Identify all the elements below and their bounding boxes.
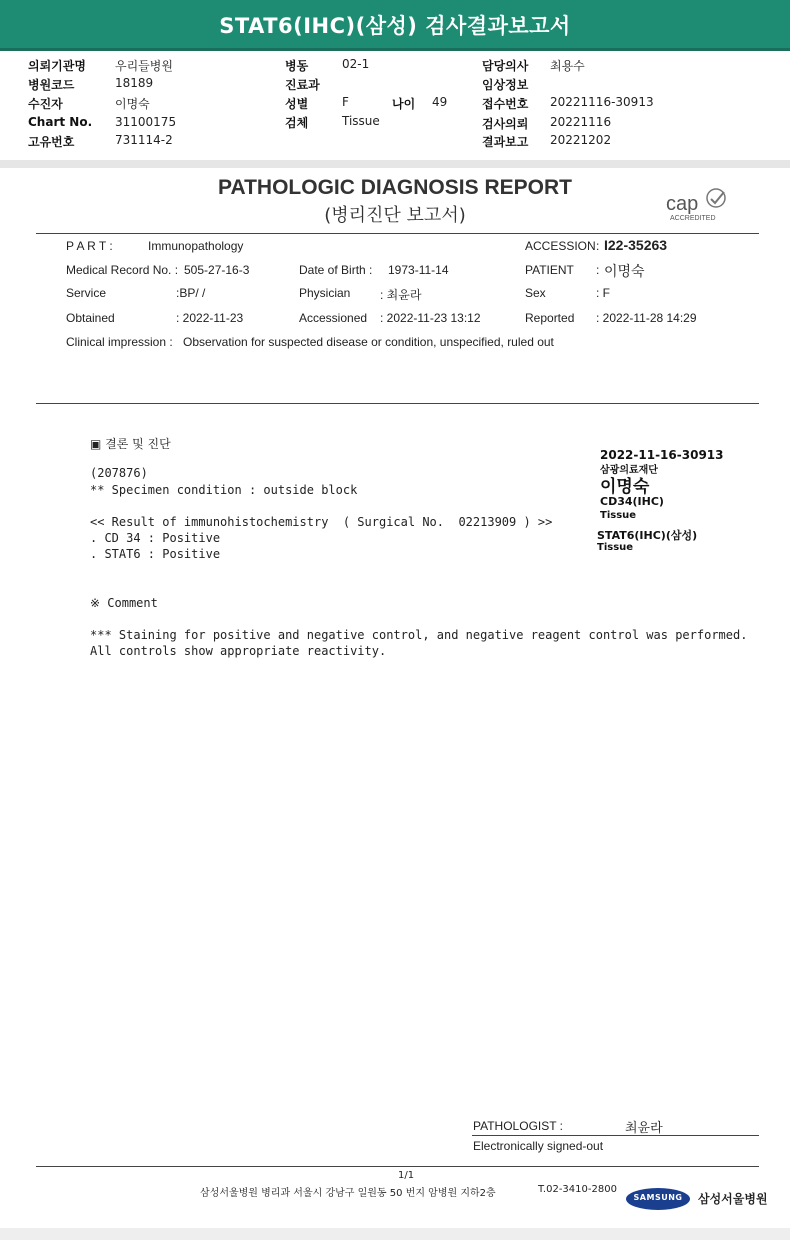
part-label: P A R T : [66,239,113,253]
sex-meta-label: Sex [525,286,546,300]
reported-value: : 2022-11-28 14:29 [596,311,697,325]
page-title: STAT6(IHC)(삼성) 검사결과보고서 [219,14,571,38]
signature-rule [472,1135,759,1136]
dob-label: Date of Birth : [299,263,373,277]
unique-value: 731114-2 [115,133,173,147]
sex-label: 성별 [285,97,309,111]
cap-accredited-logo [664,186,744,226]
code-value: 18189 [115,76,154,90]
age-label: 나이 [392,97,416,111]
footer-phone: T.02-3410-2800 [538,1184,617,1195]
patient-meta-label: PATIENT [525,263,574,277]
signed-out-text: Electronically signed-out [473,1139,604,1153]
patient-meta-value: 이명숙 [604,263,645,279]
samsung-logo [626,1188,690,1210]
receipt-label: 접수번호 [482,97,529,111]
doctor-label: 담당의사 [482,59,529,73]
hospital-label: 의뢰기관명 [28,59,86,73]
accessioned-label: Accessioned [299,311,368,325]
cap-accredited-text: ACCREDITED [670,215,716,222]
ward-label: 병동 [285,59,309,73]
obtained-value: : 2022-11-23 [176,311,244,325]
comment-line-1: *** Staining for positive and negative control, and negative reagent control was performed. [90,628,748,642]
code-label: 병원코드 [28,78,75,92]
accessioned-value: : 2022-11-23 13:12 [380,311,481,325]
result-value: 20221202 [550,133,612,147]
specimen-number: (207876) [90,466,148,480]
stamp-number: 2022-11-16-30913 [600,448,724,462]
patient-label: 수진자 [28,97,63,111]
service-label: Service [66,286,107,300]
stamp-specimen-1: Tissue [600,510,637,521]
clinical-label: 임상정보 [482,78,529,92]
header-separator [0,160,790,168]
cd34-result: . CD 34 : Positive [90,531,221,545]
chart-value: 31100175 [115,115,177,129]
physician-label: Physician [299,286,351,300]
section-title: ▣ 결론 및 진단 [90,437,171,451]
service-value: :BP/ / [176,286,206,300]
result-label: 결과보고 [482,135,529,149]
page-number: 1/1 [398,1170,415,1181]
obtained-label: Obtained [66,311,115,325]
age-value: 49 [432,95,448,109]
comment-title: ※ Comment [90,596,158,610]
request-value: 20221116 [550,115,612,129]
ward-value: 02-1 [342,57,370,71]
chart-label: Chart No. [28,115,93,129]
pathologist-name: 최윤라 [625,1120,663,1135]
top-rule [36,233,759,234]
request-label: 검사의뢰 [482,117,529,131]
mrn-value: 505-27-16-3 [184,263,250,277]
hospital-value: 우리들병원 [115,59,173,73]
doctor-value: 최용수 [550,59,585,73]
dob-value: 1973-11-14 [388,263,449,277]
samsung-logo-text: SAMSUNG [633,1193,683,1202]
footer-address: 삼성서울병원 병리과 서울시 강남구 일원동 50 번지 암병원 지하2층 [200,1188,496,1199]
mid-rule [36,403,759,404]
footer-hospital-name: 삼성서울병원 [698,1192,768,1206]
report-title-en: PATHOLOGIC DIAGNOSIS REPORT [218,176,572,199]
specimen-label: 검체 [285,116,309,130]
report-title-ko: (병리진단 보고서) [324,205,466,226]
cap-logo-text: cap [666,193,699,215]
bottom-band [0,1228,790,1240]
patient-value: 이명숙 [115,97,150,111]
unique-label: 고유번호 [28,135,75,149]
comment-line-2: All controls show appropriate reactivity. [90,644,387,658]
physician-value: : 최윤라 [380,288,422,302]
receipt-value: 20221116-30913 [550,95,654,109]
stamp-specimen-2: Tissue [597,542,634,553]
sex-value: F [342,95,349,109]
dept-label: 진료과 [285,78,320,92]
clinical-impression-label: Clinical impression : [66,335,173,349]
ihc-result-header: << Result of immunohistochemistry ( Surgical No. 02213909 ) >> [90,515,553,529]
sex-meta-value: : F [596,286,610,300]
part-value: Immunopathology [148,239,244,253]
stamp-test-2: STAT6(IHC)(삼성) [597,529,698,542]
clinical-impression-value: Observation for suspected disease or condition, unspecified, ruled out [183,335,554,349]
mrn-label: Medical Record No. : [66,263,179,277]
stamp-org: 삼광의료재단 [600,465,658,476]
footer-rule [36,1166,759,1167]
stamp-patient-name: 이명숙 [600,477,650,497]
pathologist-label: PATHOLOGIST : [473,1119,564,1133]
stat6-result: . STAT6 : Positive [90,547,221,561]
accession-value: I22-35263 [604,237,668,253]
header-bar [0,0,790,51]
accession-label: ACCESSION [525,239,596,253]
specimen-condition: ** Specimen condition : outside block [90,483,358,497]
specimen-value: Tissue [342,114,380,128]
reported-label: Reported [525,311,575,325]
stamp-test-1: CD34(IHC) [600,495,664,508]
